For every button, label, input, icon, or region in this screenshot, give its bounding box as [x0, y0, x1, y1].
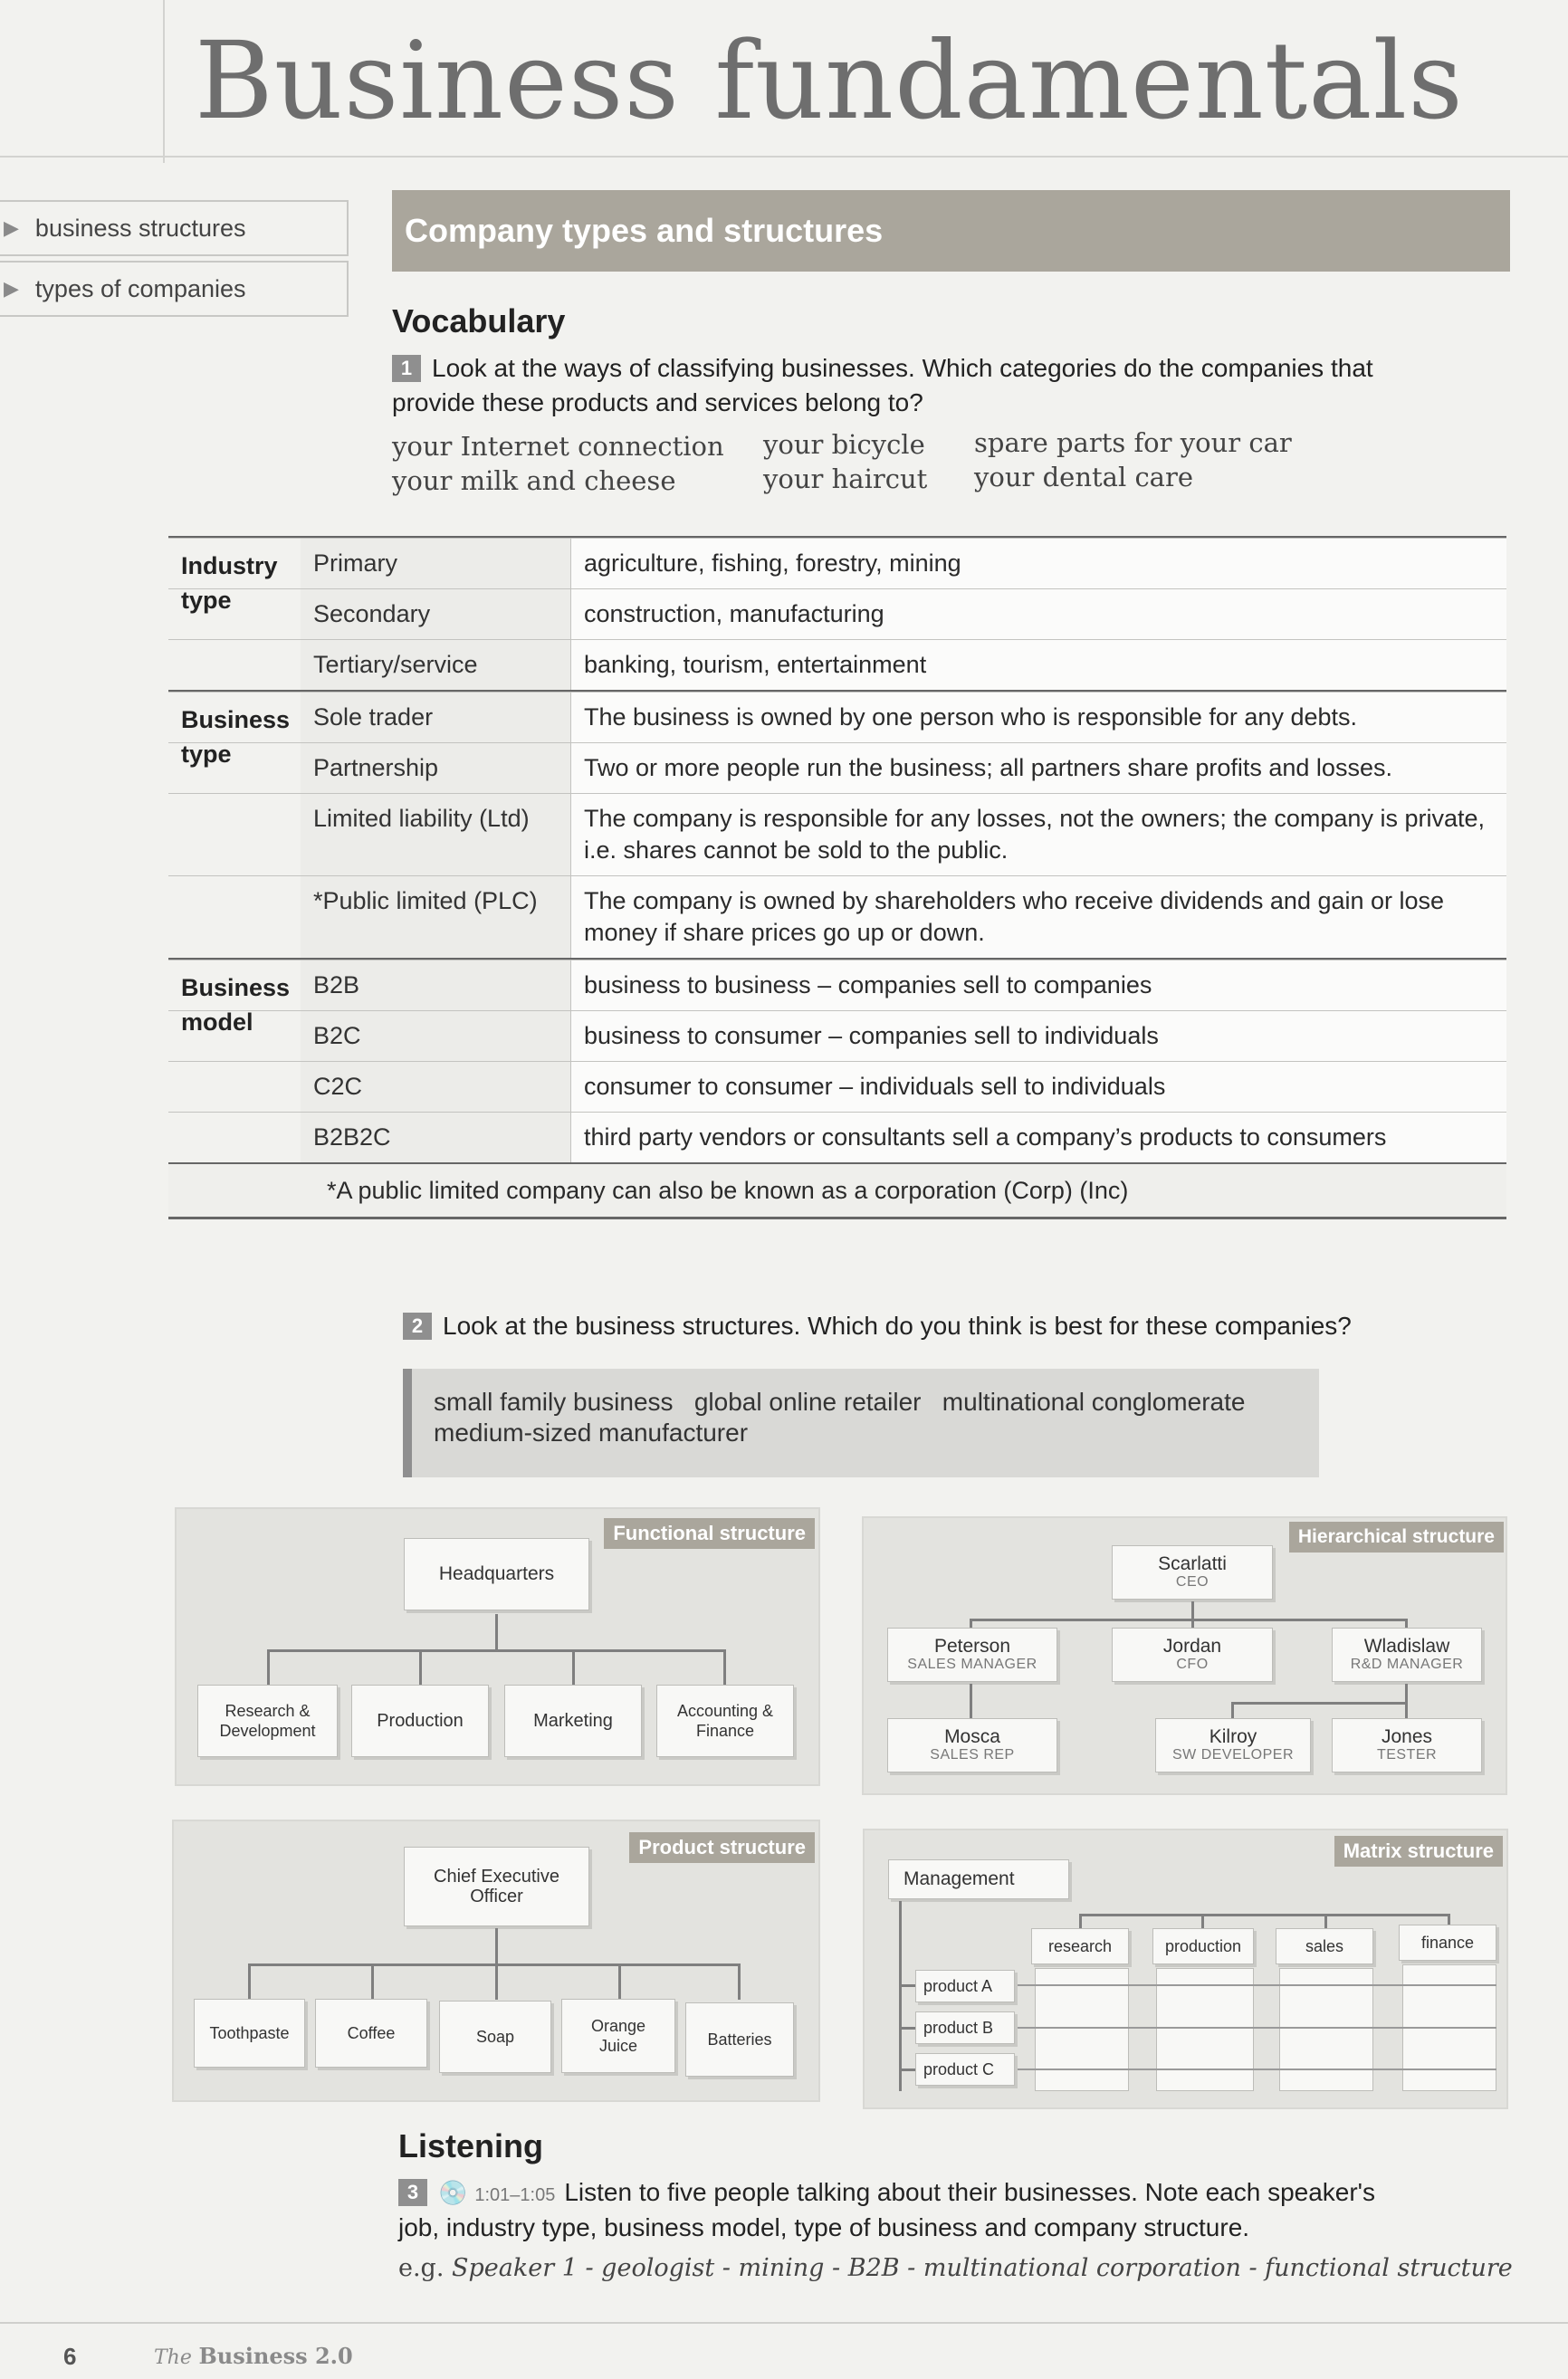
- org-node-headquarters: [404, 1538, 589, 1610]
- word-item: your Internet connection: [392, 431, 724, 462]
- description-cell: third party vendors or consultants sell a company’s products to consumers: [570, 1113, 1506, 1162]
- task3-line2: job, industry type, business model, type of business and company structure.: [398, 2213, 1250, 2241]
- matrix-function-production: [1152, 1928, 1254, 1964]
- task2-prompt: [403, 1309, 1352, 1343]
- word-column-1: [392, 429, 724, 498]
- term-cell: B2B2C: [301, 1113, 570, 1162]
- task1-line2: provide these products and services belong to?: [392, 388, 923, 416]
- node-role: CFO: [1176, 1657, 1209, 1672]
- term-cell: Secondary: [301, 589, 570, 639]
- chart-tag: Matrix structure: [1334, 1836, 1503, 1867]
- section-banner: Company types and structures: [392, 190, 1510, 272]
- topic-label: business structures: [34, 214, 246, 242]
- node-label: Marketing: [533, 1711, 613, 1731]
- page-title: Business fundamentals: [195, 18, 1464, 143]
- org-node-peterson: [887, 1628, 1057, 1682]
- title-divider-vertical: [163, 0, 165, 163]
- word-item: spare parts for your car: [974, 427, 1292, 458]
- task1-line1: Look at the ways of classifying businesses. Which categories do the companies that: [432, 354, 1373, 382]
- node-label: product B: [923, 2019, 994, 2037]
- table-row: [168, 793, 1506, 875]
- classification-table: [168, 536, 1506, 1219]
- node-role: R&D MANAGER: [1350, 1657, 1464, 1672]
- book-title: [154, 2343, 353, 2369]
- example-text: Speaker 1 - geologist - mining - B2B - multinational corporation - functional structure: [452, 2254, 1513, 2282]
- product-structure-chart: [172, 1820, 820, 2102]
- node-label: Production: [377, 1711, 464, 1731]
- chart-tag: Functional structure: [604, 1518, 815, 1549]
- matrix-product-b: [915, 2011, 1015, 2044]
- example-prefix: e.g.: [398, 2254, 445, 2282]
- task3-line1: Listen to five people talking about their businesses. Note each speaker's: [564, 2178, 1376, 2206]
- table-group-business-model: [168, 958, 1506, 1162]
- group-label: Business type: [181, 706, 291, 768]
- matrix-product-c: [915, 2053, 1015, 2086]
- topic-item-business-structures: [0, 200, 349, 256]
- description-cell: agriculture, fishing, forestry, mining: [570, 539, 1506, 588]
- description-cell: The company is owned by shareholders who receive dividends and gain or lose money if share prices go up or down.: [570, 876, 1506, 958]
- org-node-ceo: [1112, 1545, 1273, 1600]
- table-row: [168, 1010, 1506, 1061]
- org-node-jones: [1332, 1718, 1482, 1772]
- book-title-text: Business 2.0: [198, 2343, 353, 2369]
- matrix-structure-chart: [863, 1829, 1508, 2109]
- org-node-wladislaw: [1332, 1628, 1482, 1682]
- page-number: 6: [63, 2343, 77, 2370]
- org-node-production: [351, 1685, 489, 1757]
- org-node-jordan: [1112, 1628, 1273, 1682]
- node-label: product A: [923, 1977, 993, 1995]
- description-cell: Two or more people run the business; all partners share profits and losses.: [570, 743, 1506, 793]
- task-number-badge: 2: [403, 1313, 432, 1340]
- listening-example: [398, 2254, 1513, 2282]
- description-cell: construction, manufacturing: [570, 589, 1506, 639]
- matrix-function-sales: [1276, 1928, 1373, 1964]
- task3-instructions: [398, 2176, 1512, 2244]
- task-number-badge: 3: [398, 2179, 427, 2206]
- org-node-mosca: [887, 1718, 1057, 1772]
- term-cell: B2B: [301, 960, 570, 1010]
- node-label: finance: [1420, 1934, 1475, 1952]
- org-node-accounting-finance: [656, 1685, 794, 1757]
- matrix-function-research: [1031, 1928, 1129, 1964]
- table-row: [168, 538, 1506, 588]
- node-name: Mosca: [944, 1726, 1000, 1747]
- matrix-product-a: [915, 1970, 1015, 2002]
- table-row: [168, 692, 1506, 742]
- node-label: Toothpaste: [209, 2024, 290, 2042]
- table-group-industry-type: [168, 536, 1506, 690]
- term-cell: C2C: [301, 1062, 570, 1112]
- node-role: SW DEVELOPER: [1171, 1747, 1295, 1763]
- term-cell: *Public limited (PLC): [301, 876, 570, 958]
- footer-rule: [0, 2322, 1568, 2324]
- term-cell: Partnership: [301, 743, 570, 793]
- term-cell: Limited liability (Ltd): [301, 794, 570, 875]
- org-node-batteries: [685, 2002, 794, 2077]
- topic-item-types-of-companies: [0, 261, 349, 317]
- listening-heading: Listening: [398, 2127, 543, 2164]
- matrix-function-finance: [1399, 1925, 1496, 1961]
- group-label: Industry type: [181, 552, 278, 614]
- table-footnote: *A public limited company can also be known as a corporation (Corp) (Inc): [168, 1162, 1506, 1219]
- triangle-right-icon: ▶: [4, 216, 19, 239]
- table-row: [168, 742, 1506, 793]
- book-title-prefix: The: [154, 2346, 192, 2369]
- functional-structure-chart: [175, 1507, 820, 1786]
- org-node-coffee: [315, 1999, 427, 2068]
- node-role: SALES MANAGER: [907, 1657, 1037, 1672]
- task-number-badge: 1: [392, 355, 421, 382]
- audio-cd-icon: 💿: [438, 2179, 468, 2206]
- vocabulary-heading: Vocabulary: [392, 302, 566, 339]
- table-row: [168, 1112, 1506, 1162]
- node-label: research: [1047, 1937, 1113, 1955]
- matrix-grid-column: [1279, 1968, 1373, 2091]
- triangle-right-icon: ▶: [4, 277, 19, 300]
- options-line2: medium-sized manufacturer: [434, 1419, 749, 1447]
- node-name: Jordan: [1162, 1636, 1222, 1657]
- matrix-grid-column: [1156, 1968, 1254, 2091]
- topic-label: types of companies: [34, 274, 246, 302]
- group-label: Business model: [181, 974, 291, 1036]
- org-node-chief-executive-officer: [404, 1847, 589, 1926]
- node-label: Orange Juice: [590, 2017, 646, 2055]
- description-cell: The company is responsible for any losses, not the owners; the company is private, i.e. shares cannot be sold to the public.: [570, 794, 1506, 875]
- node-role: TESTER: [1376, 1747, 1438, 1763]
- node-name: Peterson: [933, 1636, 1011, 1657]
- table-row: [168, 639, 1506, 690]
- description-cell: business to business – companies sell to companies: [570, 960, 1506, 1010]
- description-cell: consumer to consumer – individuals sell to individuals: [570, 1062, 1506, 1112]
- node-role: CEO: [1175, 1574, 1209, 1590]
- table-row: [168, 960, 1506, 1010]
- matrix-management-node: [888, 1859, 1069, 1899]
- org-node-soap: [439, 2001, 551, 2073]
- node-label: product C: [923, 2060, 995, 2078]
- title-divider: [0, 156, 1568, 158]
- node-label: Research & Development: [219, 1702, 316, 1740]
- node-name: Kilroy: [1209, 1726, 1257, 1747]
- company-options-box: [403, 1369, 1319, 1477]
- node-label: Chief Executive Officer: [434, 1867, 559, 1906]
- org-node-marketing: [504, 1685, 642, 1757]
- node-role: SALES REP: [930, 1747, 1015, 1763]
- word-column-2: [763, 427, 927, 496]
- org-node-kilroy: [1155, 1718, 1311, 1772]
- org-node-toothpaste: [194, 1999, 305, 2068]
- node-label: Batteries: [707, 2030, 772, 2049]
- table-group-business-type: [168, 690, 1506, 958]
- node-label: Management: [904, 1868, 1015, 1889]
- term-cell: Sole trader: [301, 693, 570, 742]
- task2-prompt-text: Look at the business structures. Which do you think is best for these companies?: [443, 1312, 1352, 1340]
- hierarchical-structure-chart: [862, 1516, 1507, 1795]
- node-label: production: [1164, 1937, 1242, 1955]
- description-cell: business to consumer – companies sell to individuals: [570, 1011, 1506, 1061]
- node-label: Soap: [475, 2028, 515, 2046]
- node-name: Wladislaw: [1363, 1636, 1450, 1657]
- node-name: Scarlatti: [1158, 1553, 1227, 1574]
- term-cell: B2C: [301, 1011, 570, 1061]
- description-cell: banking, tourism, entertainment: [570, 640, 1506, 690]
- word-item: your bicycle: [763, 429, 925, 460]
- options-line1: small family business global online retailer multinational conglomerate: [434, 1388, 1246, 1416]
- org-node-research-development: [197, 1685, 338, 1757]
- table-row: [168, 588, 1506, 639]
- word-item: your milk and cheese: [392, 465, 676, 496]
- org-node-orange-juice: [561, 1999, 675, 2073]
- word-column-3: [974, 425, 1292, 494]
- word-item: your haircut: [763, 463, 928, 494]
- matrix-grid-column: [1035, 1968, 1129, 2091]
- node-label: sales: [1305, 1937, 1344, 1955]
- term-cell: Primary: [301, 539, 570, 588]
- node-label: Coffee: [347, 2024, 396, 2042]
- audio-track-range: 1:01–1:05: [474, 2185, 556, 2205]
- word-item: your dental care: [974, 462, 1193, 492]
- description-cell: The business is owned by one person who is responsible for any debts.: [570, 693, 1506, 742]
- term-cell: Tertiary/service: [301, 640, 570, 690]
- chart-tag: Product structure: [629, 1832, 815, 1863]
- table-row: [168, 1061, 1506, 1112]
- node-label: Headquarters: [438, 1563, 555, 1584]
- chart-tag: Hierarchical structure: [1289, 1522, 1504, 1553]
- task1-instructions: [392, 351, 1510, 420]
- node-label: Accounting & Finance: [676, 1702, 774, 1740]
- node-name: Jones: [1381, 1726, 1433, 1747]
- table-row: [168, 875, 1506, 958]
